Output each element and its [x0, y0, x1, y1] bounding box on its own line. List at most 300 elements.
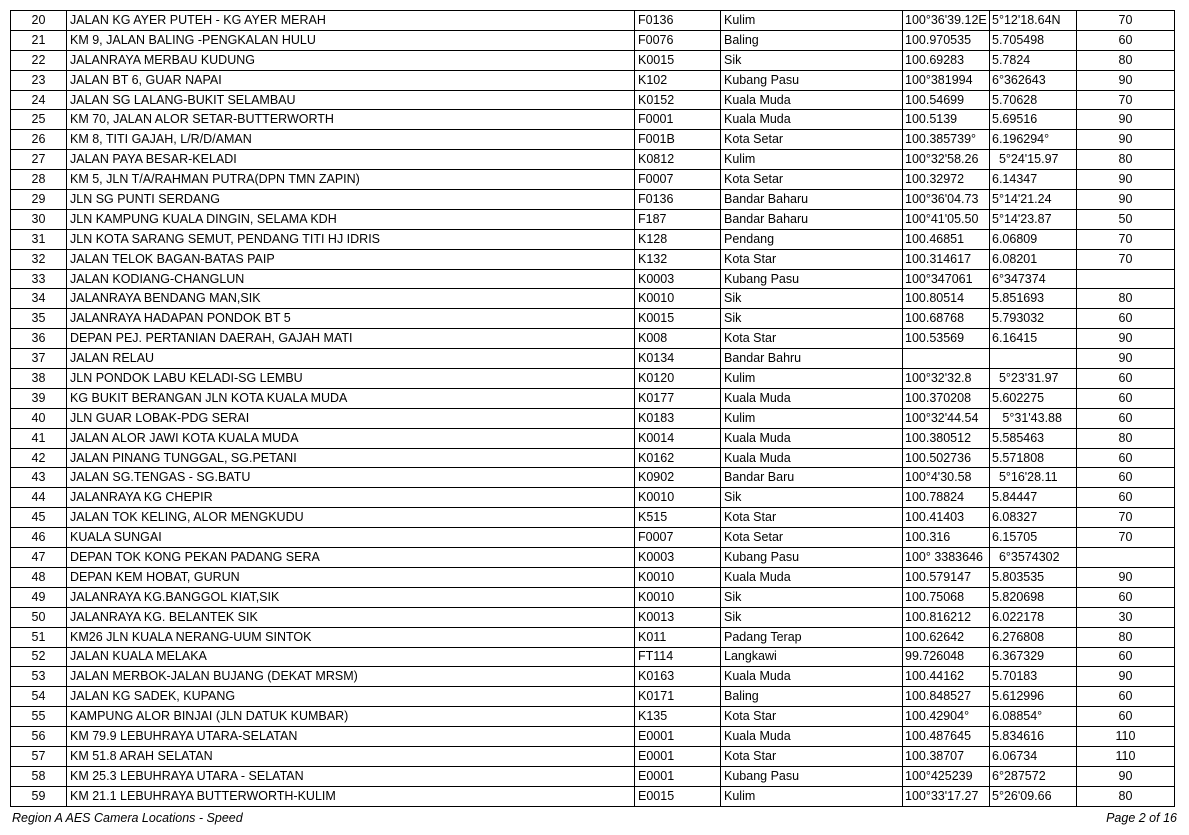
route-code-cell: K0010 [635, 488, 721, 508]
location-cell: JLN GUAR LOBAK-PDG SERAI [67, 408, 635, 428]
speed-limit-cell: 70 [1077, 508, 1175, 528]
latitude-cell [990, 349, 1077, 369]
speed-limit-cell: 90 [1077, 70, 1175, 90]
location-cell: JALAN KG AYER PUTEH - KG AYER MERAH [67, 11, 635, 31]
speed-limit-cell: 70 [1077, 229, 1175, 249]
longitude-cell: 100.579147 [903, 567, 990, 587]
row-number-cell: 46 [11, 528, 67, 548]
camera-locations-table [10, 10, 1175, 807]
row-number-cell: 21 [11, 30, 67, 50]
speed-limit-cell: 70 [1077, 11, 1175, 31]
speed-limit-cell: 80 [1077, 786, 1175, 806]
table-row [11, 548, 1175, 568]
longitude-cell: 100° 3383646 [903, 548, 990, 568]
longitude-cell: 100.69283 [903, 50, 990, 70]
route-code-cell: K0010 [635, 567, 721, 587]
location-cell: JALAN KODIANG-CHANGLUN [67, 269, 635, 289]
latitude-cell: 5°31'43.88 [990, 408, 1077, 428]
district-cell: Kota Setar [721, 528, 903, 548]
district-cell: Pendang [721, 229, 903, 249]
latitude-cell: 6.06809 [990, 229, 1077, 249]
speed-limit-cell: 60 [1077, 369, 1175, 389]
district-cell: Kuala Muda [721, 428, 903, 448]
longitude-cell: 100.502736 [903, 448, 990, 468]
speed-limit-cell: 50 [1077, 209, 1175, 229]
row-number-cell: 20 [11, 11, 67, 31]
longitude-cell: 100.848527 [903, 687, 990, 707]
district-cell: Baling [721, 687, 903, 707]
route-code-cell: K0013 [635, 607, 721, 627]
table-row [11, 587, 1175, 607]
latitude-cell: 5°14'23.87 [990, 209, 1077, 229]
longitude-cell: 100°4'30.58 [903, 468, 990, 488]
location-cell: JALAN BT 6, GUAR NAPAI [67, 70, 635, 90]
route-code-cell: F0136 [635, 11, 721, 31]
row-number-cell: 25 [11, 110, 67, 130]
latitude-cell: 6.08854° [990, 707, 1077, 727]
latitude-cell: 5.612996 [990, 687, 1077, 707]
route-code-cell: K0177 [635, 388, 721, 408]
longitude-cell: 100.44162 [903, 667, 990, 687]
location-cell: KM 5, JLN T/A/RAHMAN PUTRA(DPN TMN ZAPIN) [67, 170, 635, 190]
district-cell: Kota Star [721, 329, 903, 349]
table-row [11, 607, 1175, 627]
location-cell: KUALA SUNGAI [67, 528, 635, 548]
table-row [11, 468, 1175, 488]
table-row [11, 249, 1175, 269]
latitude-cell: 5.851693 [990, 289, 1077, 309]
row-number-cell: 43 [11, 468, 67, 488]
latitude-cell: 5.571808 [990, 448, 1077, 468]
route-code-cell: K0183 [635, 408, 721, 428]
table-row [11, 269, 1175, 289]
row-number-cell: 44 [11, 488, 67, 508]
district-cell: Kubang Pasu [721, 269, 903, 289]
longitude-cell: 100.80514 [903, 289, 990, 309]
district-cell: Kulim [721, 369, 903, 389]
latitude-cell: 6.196294° [990, 130, 1077, 150]
row-number-cell: 32 [11, 249, 67, 269]
route-code-cell: K0902 [635, 468, 721, 488]
latitude-cell: 5.70628 [990, 90, 1077, 110]
district-cell: Kulim [721, 150, 903, 170]
route-code-cell: K128 [635, 229, 721, 249]
district-cell: Sik [721, 309, 903, 329]
table-row [11, 746, 1175, 766]
speed-limit-cell: 60 [1077, 647, 1175, 667]
speed-limit-cell: 110 [1077, 746, 1175, 766]
speed-limit-cell [1077, 548, 1175, 568]
location-cell: JALAN RELAU [67, 349, 635, 369]
district-cell: Kulim [721, 786, 903, 806]
route-code-cell: K0003 [635, 548, 721, 568]
location-cell: JALANRAYA KG. BELANTEK SIK [67, 607, 635, 627]
table-row [11, 229, 1175, 249]
speed-limit-cell: 60 [1077, 309, 1175, 329]
location-cell: DEPAN TOK KONG PEKAN PADANG SERA [67, 548, 635, 568]
district-cell: Sik [721, 488, 903, 508]
row-number-cell: 37 [11, 349, 67, 369]
row-number-cell: 58 [11, 766, 67, 786]
longitude-cell: 100.385739° [903, 130, 990, 150]
district-cell: Kota Star [721, 746, 903, 766]
location-cell: KM26 JLN KUALA NERANG-UUM SINTOK [67, 627, 635, 647]
route-code-cell: K0812 [635, 150, 721, 170]
longitude-cell: 100.32972 [903, 170, 990, 190]
location-cell: JLN SG PUNTI SERDANG [67, 190, 635, 210]
latitude-cell: 6.08327 [990, 508, 1077, 528]
district-cell: Kubang Pasu [721, 766, 903, 786]
speed-limit-cell: 80 [1077, 428, 1175, 448]
speed-limit-cell: 110 [1077, 727, 1175, 747]
district-cell: Kuala Muda [721, 448, 903, 468]
longitude-cell: 100°32'58.26 [903, 150, 990, 170]
location-cell: JALANRAYA HADAPAN PONDOK BT 5 [67, 309, 635, 329]
route-code-cell: K0152 [635, 90, 721, 110]
longitude-cell: 100°36'04.73 [903, 190, 990, 210]
table-row [11, 50, 1175, 70]
route-code-cell: F187 [635, 209, 721, 229]
table-row [11, 647, 1175, 667]
speed-limit-cell: 90 [1077, 190, 1175, 210]
latitude-cell: 5.803535 [990, 567, 1077, 587]
location-cell: JALAN SG LALANG-BUKIT SELAMBAU [67, 90, 635, 110]
route-code-cell: K102 [635, 70, 721, 90]
latitude-cell: 6.16415 [990, 329, 1077, 349]
location-cell: DEPAN KEM HOBAT, GURUN [67, 567, 635, 587]
table-row [11, 448, 1175, 468]
latitude-cell: 5.820698 [990, 587, 1077, 607]
location-cell: KM 51.8 ARAH SELATAN [67, 746, 635, 766]
district-cell: Kuala Muda [721, 110, 903, 130]
speed-limit-cell: 30 [1077, 607, 1175, 627]
table-row [11, 190, 1175, 210]
speed-limit-cell: 60 [1077, 707, 1175, 727]
location-cell: DEPAN PEJ. PERTANIAN DAERAH, GAJAH MATI [67, 329, 635, 349]
latitude-cell: 6°287572 [990, 766, 1077, 786]
district-cell: Kulim [721, 408, 903, 428]
latitude-cell: 6°347374 [990, 269, 1077, 289]
latitude-cell: 5.7824 [990, 50, 1077, 70]
route-code-cell: FT114 [635, 647, 721, 667]
location-cell: JALANRAYA MERBAU KUDUNG [67, 50, 635, 70]
route-code-cell: E0001 [635, 766, 721, 786]
latitude-cell: 5°23'31.97 [990, 369, 1077, 389]
speed-limit-cell: 60 [1077, 30, 1175, 50]
speed-limit-cell: 90 [1077, 130, 1175, 150]
table-row [11, 369, 1175, 389]
district-cell: Padang Terap [721, 627, 903, 647]
longitude-cell: 100°41'05.50 [903, 209, 990, 229]
location-cell: JALAN KUALA MELAKA [67, 647, 635, 667]
route-code-cell: K0015 [635, 309, 721, 329]
latitude-cell: 6.367329 [990, 647, 1077, 667]
route-code-cell: K0171 [635, 687, 721, 707]
table-row [11, 110, 1175, 130]
route-code-cell: F0007 [635, 170, 721, 190]
route-code-cell: E0015 [635, 786, 721, 806]
table-row [11, 130, 1175, 150]
latitude-cell: 6°362643 [990, 70, 1077, 90]
speed-limit-cell: 90 [1077, 766, 1175, 786]
latitude-cell: 5.69516 [990, 110, 1077, 130]
row-number-cell: 45 [11, 508, 67, 528]
table-row [11, 150, 1175, 170]
row-number-cell: 47 [11, 548, 67, 568]
latitude-cell: 5.70183 [990, 667, 1077, 687]
district-cell: Kubang Pasu [721, 548, 903, 568]
latitude-cell: 5.705498 [990, 30, 1077, 50]
table-row [11, 567, 1175, 587]
table-row [11, 408, 1175, 428]
row-number-cell: 28 [11, 170, 67, 190]
longitude-cell: 100°32'44.54 [903, 408, 990, 428]
district-cell: Kota Setar [721, 130, 903, 150]
route-code-cell: K011 [635, 627, 721, 647]
table-row [11, 70, 1175, 90]
row-number-cell: 52 [11, 647, 67, 667]
longitude-cell: 100.5139 [903, 110, 990, 130]
longitude-cell: 100°347061 [903, 269, 990, 289]
speed-limit-cell: 60 [1077, 388, 1175, 408]
row-number-cell: 41 [11, 428, 67, 448]
row-number-cell: 27 [11, 150, 67, 170]
speed-limit-cell [1077, 269, 1175, 289]
location-cell: KM 25.3 LEBUHRAYA UTARA - SELATAN [67, 766, 635, 786]
speed-limit-cell: 70 [1077, 528, 1175, 548]
row-number-cell: 30 [11, 209, 67, 229]
speed-limit-cell: 60 [1077, 408, 1175, 428]
longitude-cell: 100.316 [903, 528, 990, 548]
row-number-cell: 33 [11, 269, 67, 289]
route-code-cell: K008 [635, 329, 721, 349]
route-code-cell: F001B [635, 130, 721, 150]
route-code-cell: K515 [635, 508, 721, 528]
longitude-cell: 100.487645 [903, 727, 990, 747]
row-number-cell: 31 [11, 229, 67, 249]
route-code-cell: K0134 [635, 349, 721, 369]
district-cell: Sik [721, 587, 903, 607]
location-cell: JALAN TELOK BAGAN-BATAS PAIP [67, 249, 635, 269]
latitude-cell: 5.585463 [990, 428, 1077, 448]
row-number-cell: 51 [11, 627, 67, 647]
district-cell: Kuala Muda [721, 388, 903, 408]
district-cell: Sik [721, 50, 903, 70]
table-body [11, 11, 1175, 807]
speed-limit-cell: 60 [1077, 488, 1175, 508]
location-cell: KM 70, JALAN ALOR SETAR-BUTTERWORTH [67, 110, 635, 130]
location-cell: JALAN MERBOK-JALAN BUJANG (DEKAT MRSM) [67, 667, 635, 687]
latitude-cell: 6°3574302 [990, 548, 1077, 568]
row-number-cell: 40 [11, 408, 67, 428]
latitude-cell: 5°24'15.97 [990, 150, 1077, 170]
speed-limit-cell: 70 [1077, 90, 1175, 110]
table-row [11, 786, 1175, 806]
table-row [11, 309, 1175, 329]
table-row [11, 388, 1175, 408]
speed-limit-cell: 90 [1077, 170, 1175, 190]
location-cell: JALAN ALOR JAWI KOTA KUALA MUDA [67, 428, 635, 448]
latitude-cell: 5°12'18.64N [990, 11, 1077, 31]
longitude-cell: 100.75068 [903, 587, 990, 607]
row-number-cell: 54 [11, 687, 67, 707]
district-cell: Kota Star [721, 707, 903, 727]
route-code-cell: K0010 [635, 289, 721, 309]
location-cell: JLN KAMPUNG KUALA DINGIN, SELAMA KDH [67, 209, 635, 229]
longitude-cell: 100°32'32.8 [903, 369, 990, 389]
speed-limit-cell: 90 [1077, 667, 1175, 687]
location-cell: KM 79.9 LEBUHRAYA UTARA-SELATAN [67, 727, 635, 747]
location-cell: JALAN TOK KELING, ALOR MENGKUDU [67, 508, 635, 528]
location-cell: JALAN KG SADEK, KUPANG [67, 687, 635, 707]
longitude-cell: 100°425239 [903, 766, 990, 786]
district-cell: Kota Star [721, 249, 903, 269]
row-number-cell: 24 [11, 90, 67, 110]
table-row [11, 528, 1175, 548]
document-footer-title: Region A AES Camera Locations - Speed [12, 811, 243, 825]
table-row [11, 11, 1175, 31]
longitude-cell: 100.41403 [903, 508, 990, 528]
longitude-cell: 100.380512 [903, 428, 990, 448]
table-row [11, 727, 1175, 747]
row-number-cell: 38 [11, 369, 67, 389]
table-row [11, 687, 1175, 707]
location-cell: KAMPUNG ALOR BINJAI (JLN DATUK KUMBAR) [67, 707, 635, 727]
route-code-cell: E0001 [635, 727, 721, 747]
district-cell: Bandar Baru [721, 468, 903, 488]
table-row [11, 707, 1175, 727]
longitude-cell: 100.53569 [903, 329, 990, 349]
table-row [11, 766, 1175, 786]
district-cell: Bandar Baharu [721, 209, 903, 229]
row-number-cell: 55 [11, 707, 67, 727]
location-cell: JLN KOTA SARANG SEMUT, PENDANG TITI HJ IDRIS [67, 229, 635, 249]
longitude-cell [903, 349, 990, 369]
longitude-cell: 100°381994 [903, 70, 990, 90]
longitude-cell: 100°33'17.27 [903, 786, 990, 806]
speed-limit-cell: 80 [1077, 289, 1175, 309]
latitude-cell: 6.14347 [990, 170, 1077, 190]
latitude-cell: 5.84447 [990, 488, 1077, 508]
table-row [11, 329, 1175, 349]
table-row [11, 170, 1175, 190]
route-code-cell: K0163 [635, 667, 721, 687]
row-number-cell: 22 [11, 50, 67, 70]
latitude-cell: 6.08201 [990, 249, 1077, 269]
route-code-cell: E0001 [635, 746, 721, 766]
location-cell: JALAN PAYA BESAR-KELADI [67, 150, 635, 170]
location-cell: JLN PONDOK LABU KELADI-SG LEMBU [67, 369, 635, 389]
longitude-cell: 100.38707 [903, 746, 990, 766]
latitude-cell: 6.06734 [990, 746, 1077, 766]
route-code-cell: F0001 [635, 110, 721, 130]
row-number-cell: 53 [11, 667, 67, 687]
speed-limit-cell: 80 [1077, 50, 1175, 70]
route-code-cell: K135 [635, 707, 721, 727]
route-code-cell: K0120 [635, 369, 721, 389]
row-number-cell: 36 [11, 329, 67, 349]
location-cell: JALAN SG.TENGAS - SG.BATU [67, 468, 635, 488]
longitude-cell: 100.54699 [903, 90, 990, 110]
latitude-cell: 5°16'28.11 [990, 468, 1077, 488]
row-number-cell: 23 [11, 70, 67, 90]
speed-limit-cell: 90 [1077, 349, 1175, 369]
district-cell: Kuala Muda [721, 90, 903, 110]
row-number-cell: 59 [11, 786, 67, 806]
latitude-cell: 5°26'09.66 [990, 786, 1077, 806]
district-cell: Bandar Baharu [721, 190, 903, 210]
speed-limit-cell: 80 [1077, 627, 1175, 647]
district-cell: Sik [721, 607, 903, 627]
row-number-cell: 50 [11, 607, 67, 627]
route-code-cell: K0003 [635, 269, 721, 289]
table-row [11, 90, 1175, 110]
longitude-cell: 100.816212 [903, 607, 990, 627]
route-code-cell: F0136 [635, 190, 721, 210]
district-cell: Kubang Pasu [721, 70, 903, 90]
table-row [11, 428, 1175, 448]
speed-limit-cell: 80 [1077, 150, 1175, 170]
location-cell: KM 21.1 LEBUHRAYA BUTTERWORTH-KULIM [67, 786, 635, 806]
speed-limit-cell: 60 [1077, 448, 1175, 468]
location-cell: KM 9, JALAN BALING -PENGKALAN HULU [67, 30, 635, 50]
table-row [11, 30, 1175, 50]
table-row [11, 667, 1175, 687]
table-row [11, 627, 1175, 647]
location-cell: JALANRAYA KG CHEPIR [67, 488, 635, 508]
district-cell: Kulim [721, 11, 903, 31]
longitude-cell: 100.62642 [903, 627, 990, 647]
row-number-cell: 56 [11, 727, 67, 747]
speed-limit-cell: 90 [1077, 110, 1175, 130]
route-code-cell: K0162 [635, 448, 721, 468]
route-code-cell: K132 [635, 249, 721, 269]
longitude-cell: 100.68768 [903, 309, 990, 329]
location-cell: KM 8, TITI GAJAH, L/R/D/AMAN [67, 130, 635, 150]
table-row [11, 488, 1175, 508]
latitude-cell: 5.602275 [990, 388, 1077, 408]
table-row [11, 209, 1175, 229]
district-cell: Kuala Muda [721, 667, 903, 687]
latitude-cell: 5°14'21.24 [990, 190, 1077, 210]
row-number-cell: 39 [11, 388, 67, 408]
table-row [11, 289, 1175, 309]
row-number-cell: 34 [11, 289, 67, 309]
location-cell: JALAN PINANG TUNGGAL, SG.PETANI [67, 448, 635, 468]
district-cell: Sik [721, 289, 903, 309]
route-code-cell: F0076 [635, 30, 721, 50]
speed-limit-cell: 90 [1077, 329, 1175, 349]
speed-limit-cell: 70 [1077, 249, 1175, 269]
row-number-cell: 42 [11, 448, 67, 468]
row-number-cell: 29 [11, 190, 67, 210]
row-number-cell: 35 [11, 309, 67, 329]
route-code-cell: K0015 [635, 50, 721, 70]
district-cell: Kota Star [721, 508, 903, 528]
speed-limit-cell: 60 [1077, 468, 1175, 488]
table-row [11, 508, 1175, 528]
district-cell: Bandar Bahru [721, 349, 903, 369]
row-number-cell: 49 [11, 587, 67, 607]
longitude-cell: 100.46851 [903, 229, 990, 249]
location-cell: JALANRAYA KG.BANGGOL KIAT,SIK [67, 587, 635, 607]
latitude-cell: 6.022178 [990, 607, 1077, 627]
latitude-cell: 5.793032 [990, 309, 1077, 329]
longitude-cell: 100.42904° [903, 707, 990, 727]
table-row [11, 349, 1175, 369]
page-number: Page 2 of 16 [1106, 811, 1177, 825]
latitude-cell: 5.834616 [990, 727, 1077, 747]
